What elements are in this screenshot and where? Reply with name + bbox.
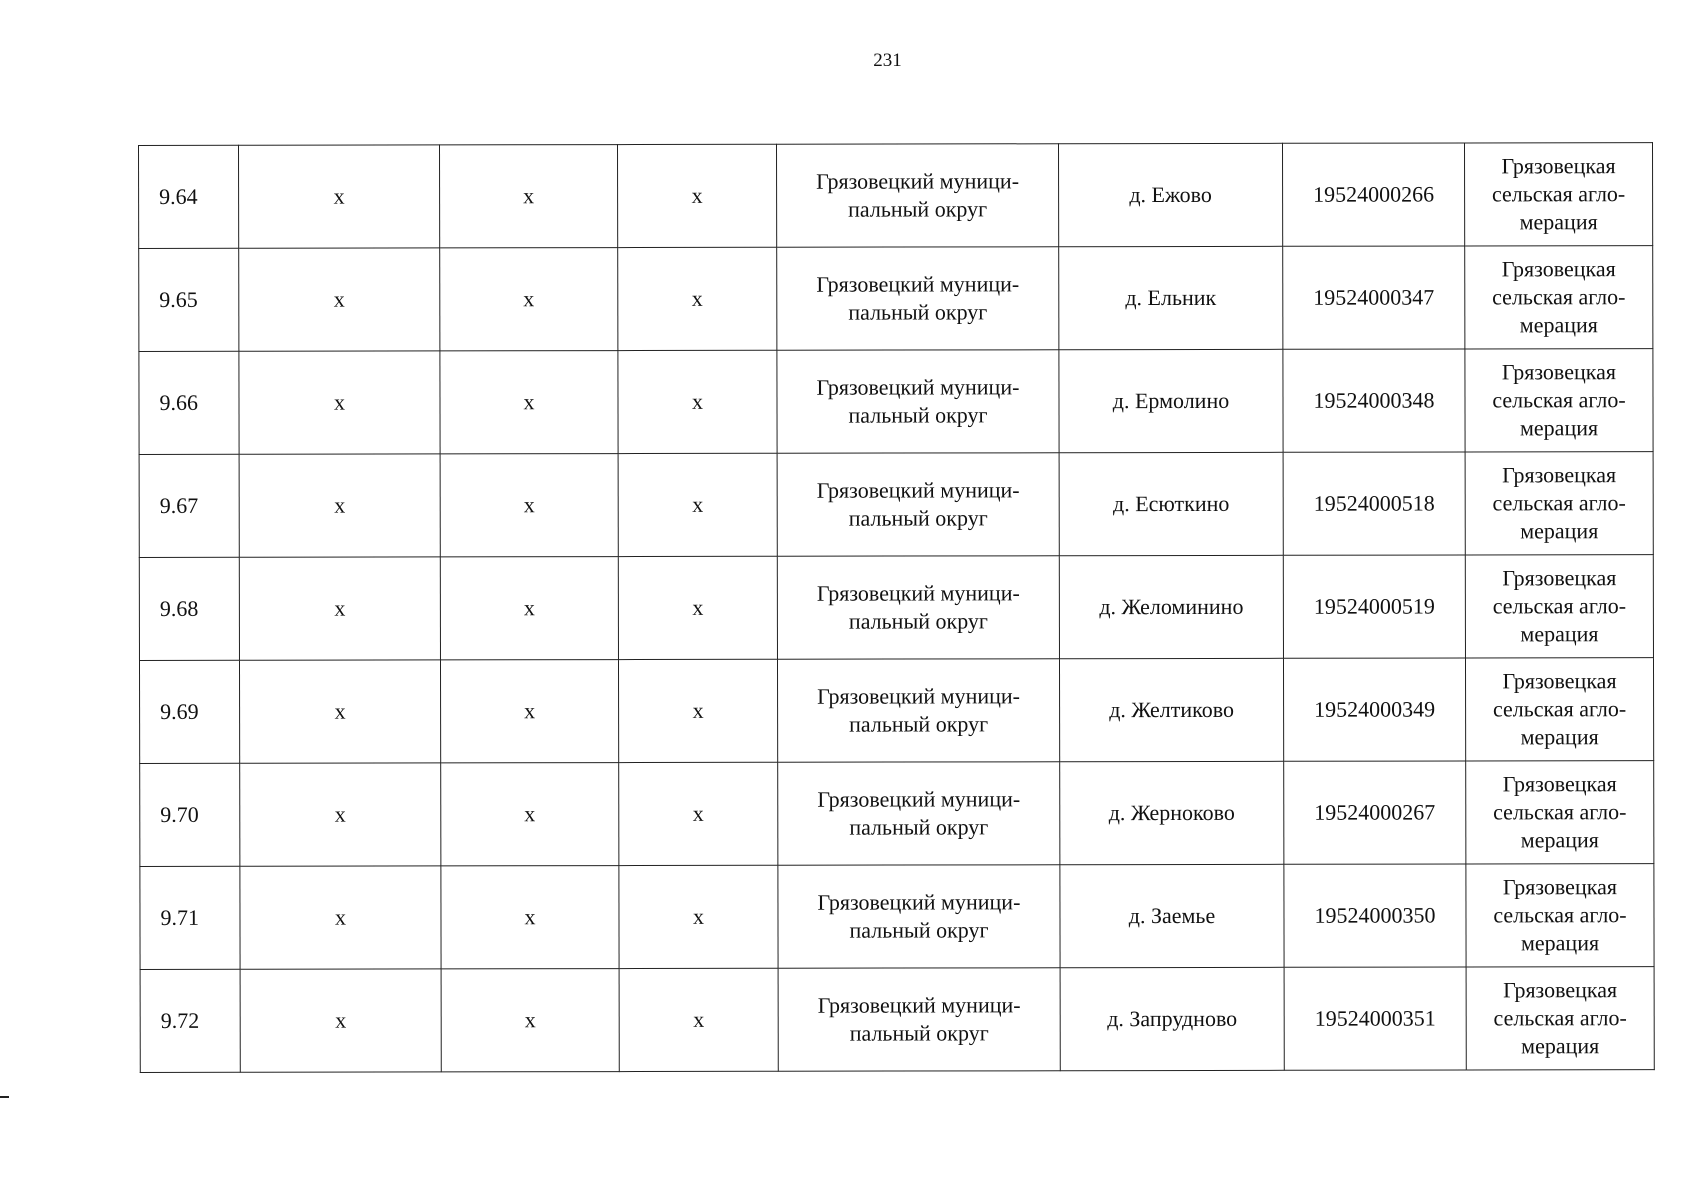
oktmo-code	[1283, 349, 1465, 452]
cell-x-text: x	[691, 182, 703, 208]
cell-x-text: x	[692, 903, 705, 929]
locality-name-text: д. Желтиково	[1109, 696, 1234, 723]
cell-x-text: x	[524, 801, 536, 827]
municipal-district-text: Грязовецкий муници-	[817, 992, 1021, 1018]
municipal-district-text: Грязовецкий муници-	[816, 271, 1020, 297]
table-row	[140, 864, 1654, 970]
locality-name	[1059, 246, 1283, 349]
municipal-district-text: Грязовецкий муници-	[816, 374, 1020, 400]
oktmo-code	[1284, 761, 1466, 864]
agglomeration	[1465, 452, 1653, 555]
cell-x	[619, 865, 778, 968]
municipal-district-text: пальный округ	[849, 917, 989, 943]
agglomeration	[1464, 143, 1652, 246]
row-number	[139, 351, 239, 454]
table-row	[140, 967, 1654, 1073]
agglomeration	[1466, 864, 1654, 967]
municipal-district-text: Грязовецкий муници-	[817, 786, 1021, 812]
municipal-district-text: Грязовецкий муници-	[816, 477, 1020, 503]
agglomeration-text: сельская агло-	[1492, 284, 1626, 310]
cell-x	[440, 660, 618, 763]
cell-x-text: x	[335, 1007, 347, 1033]
cell-x	[618, 144, 777, 247]
row-number-text: 9.67	[159, 492, 199, 518]
table-row	[139, 246, 1653, 352]
row-number	[140, 969, 240, 1072]
agglomeration-text: мерация	[1520, 827, 1599, 853]
table-row	[139, 349, 1653, 455]
locality-name-text: д. Ежово	[1129, 181, 1212, 208]
row-number-text: 9.64	[159, 183, 198, 209]
agglomeration-text: мерация	[1521, 1033, 1600, 1059]
agglomeration-text: Грязовецкая	[1501, 256, 1616, 282]
municipal-district-text: пальный округ	[849, 711, 989, 737]
cell-x	[240, 866, 441, 969]
page-number: 231	[873, 50, 902, 71]
cell-x	[618, 247, 777, 350]
cell-x	[441, 866, 619, 969]
cell-x	[440, 557, 618, 660]
cell-x-text: x	[692, 800, 704, 826]
oktmo-code-text: 19524000350	[1314, 902, 1436, 928]
cell-x	[440, 351, 618, 454]
row-number-text: 9.71	[160, 904, 200, 930]
locality-name	[1059, 555, 1283, 658]
agglomeration-text: мерация	[1520, 518, 1599, 544]
cell-x	[619, 762, 778, 865]
cell-x-text: x	[693, 1006, 705, 1032]
municipal-district	[777, 247, 1059, 351]
agglomeration-text: Грязовецкая	[1502, 565, 1617, 591]
cell-x-text: x	[692, 697, 704, 723]
table-row	[139, 555, 1653, 661]
oktmo-code	[1283, 246, 1465, 349]
municipal-district-text: пальный округ	[848, 299, 988, 325]
locality-name-text: д. Жерноково	[1108, 799, 1235, 826]
cell-x	[440, 248, 618, 351]
cell-x	[239, 145, 440, 248]
municipal-district-text: пальный округ	[848, 402, 988, 428]
row-number	[139, 454, 239, 557]
oktmo-code	[1282, 143, 1464, 246]
cell-x-text: x	[334, 904, 347, 930]
cell-x	[240, 763, 441, 866]
agglomeration-text: сельская агло-	[1492, 387, 1626, 413]
cell-x	[618, 350, 777, 453]
cell-x-text: x	[691, 388, 704, 414]
cell-x	[618, 659, 777, 762]
row-number-text: 9.70	[160, 801, 199, 827]
cell-x	[239, 248, 440, 351]
cell-x-text: x	[523, 286, 535, 312]
oktmo-code	[1283, 452, 1465, 555]
margin-mark	[0, 1096, 9, 1098]
municipal-district	[778, 968, 1060, 1072]
municipal-district-text: Грязовецкий муници-	[816, 580, 1020, 606]
agglomeration-text: сельская агло-	[1492, 490, 1626, 516]
locality-name	[1060, 761, 1284, 864]
cell-x-text: x	[333, 389, 346, 415]
municipal-district-text: пальный округ	[848, 505, 988, 531]
oktmo-code-text: 19524000267	[1314, 799, 1436, 825]
cell-x	[619, 968, 778, 1071]
cell-x-text: x	[691, 285, 703, 311]
row-number-text: 9.66	[159, 389, 199, 415]
locality-name-text: д. Ельник	[1125, 284, 1217, 311]
locality-name	[1059, 349, 1283, 452]
agglomeration-text: сельская агло-	[1493, 1005, 1627, 1031]
municipal-district-text: пальный округ	[849, 814, 989, 840]
oktmo-code	[1284, 967, 1466, 1070]
agglomeration	[1465, 349, 1653, 452]
municipal-district	[778, 762, 1060, 866]
cell-x	[441, 969, 619, 1072]
row-number-text: 9.69	[160, 698, 199, 724]
locality-name	[1058, 143, 1282, 246]
cell-x	[239, 454, 440, 557]
oktmo-code-text: 19524000347	[1313, 284, 1435, 310]
agglomeration-text: мерация	[1519, 312, 1598, 338]
agglomeration-text: Грязовецкая	[1502, 771, 1617, 797]
cell-x	[240, 969, 441, 1072]
oktmo-code-text: 19524000266	[1313, 181, 1435, 207]
cell-x	[618, 453, 777, 556]
table-row	[139, 452, 1653, 558]
cell-x	[618, 556, 777, 659]
row-number	[139, 557, 239, 660]
agglomeration-text: Грязовецкая	[1503, 977, 1618, 1003]
row-number	[139, 145, 239, 248]
cell-x-text: x	[523, 492, 535, 518]
cell-x-text: x	[692, 594, 704, 620]
oktmo-code	[1283, 555, 1465, 658]
locality-name-text: д. Заемье	[1128, 902, 1216, 929]
municipal-district	[776, 144, 1058, 248]
cell-x-text: x	[524, 904, 536, 930]
municipal-district-text: пальный округ	[849, 1020, 989, 1046]
row-number	[140, 763, 240, 866]
cell-x-text: x	[523, 183, 535, 209]
municipal-district	[777, 659, 1059, 763]
agglomeration	[1466, 967, 1654, 1070]
row-number-text: 9.68	[159, 595, 199, 621]
cell-x	[239, 660, 440, 763]
agglomeration-text: мерация	[1520, 724, 1599, 750]
agglomeration-text: сельская агло-	[1493, 902, 1627, 928]
oktmo-code	[1283, 658, 1465, 761]
agglomeration	[1465, 555, 1653, 658]
cell-x-text: x	[334, 698, 346, 724]
municipal-district-text: Грязовецкий муници-	[817, 683, 1021, 709]
row-number-text: 9.72	[160, 1007, 200, 1033]
municipal-district	[778, 865, 1060, 969]
row-number	[139, 248, 239, 351]
table-row	[140, 761, 1654, 867]
agglomeration-text: сельская агло-	[1492, 696, 1627, 722]
row-number	[140, 866, 240, 969]
cell-x-text: x	[334, 492, 346, 518]
cell-x	[239, 351, 440, 454]
locality-name	[1060, 864, 1284, 967]
locality-name-text: д. Запрудново	[1107, 1005, 1238, 1032]
agglomeration-text: Грязовецкая	[1501, 359, 1616, 385]
agglomeration-text: мерация	[1519, 209, 1598, 235]
oktmo-code-text: 19524000518	[1313, 490, 1435, 516]
cell-x	[440, 454, 618, 557]
oktmo-code-text: 19524000349	[1314, 696, 1436, 722]
locality-name	[1059, 658, 1283, 761]
agglomeration	[1465, 246, 1653, 349]
cell-x-text: x	[523, 389, 535, 415]
agglomeration-text: мерация	[1520, 621, 1599, 647]
cell-x-text: x	[333, 286, 345, 312]
municipal-district-text: Грязовецкий муници-	[816, 168, 1020, 194]
row-number	[139, 660, 239, 763]
cell-x	[441, 763, 619, 866]
locality-name-text: д. Есюткино	[1112, 490, 1230, 517]
municipal-district	[777, 556, 1059, 660]
cell-x-text: x	[334, 595, 346, 621]
cell-x-text: x	[692, 491, 704, 517]
agglomeration-text: Грязовецкая	[1501, 153, 1616, 179]
table-row	[139, 658, 1653, 764]
locality-name	[1060, 967, 1284, 1070]
oktmo-code	[1284, 864, 1466, 967]
oktmo-code-text: 19524000348	[1313, 387, 1435, 413]
registry-table	[138, 142, 1655, 1073]
cell-x-text: x	[523, 595, 535, 621]
agglomeration-text: сельская агло-	[1493, 799, 1627, 825]
locality-name-text: д. Ермолино	[1112, 387, 1230, 414]
municipal-district	[777, 453, 1059, 557]
agglomeration	[1466, 761, 1654, 864]
municipal-district-text: пальный округ	[848, 608, 988, 634]
oktmo-code-text: 19524000351	[1314, 1005, 1436, 1031]
cell-x	[239, 557, 440, 660]
table-row	[139, 143, 1653, 249]
agglomeration-text: Грязовецкая	[1502, 668, 1617, 694]
cell-x-text: x	[333, 183, 345, 209]
locality-name	[1059, 452, 1283, 555]
cell-x-text: x	[524, 1007, 536, 1033]
agglomeration-text: сельская агло-	[1491, 181, 1626, 207]
municipal-district-text: пальный округ	[848, 196, 988, 222]
agglomeration-text: сельская агло-	[1492, 593, 1627, 619]
agglomeration-text: Грязовецкая	[1502, 874, 1617, 900]
cell-x	[440, 145, 618, 248]
cell-x-text: x	[524, 698, 536, 724]
agglomeration-text: мерация	[1519, 415, 1599, 441]
agglomeration-text: мерация	[1520, 930, 1600, 956]
municipal-district-text: Грязовецкий муници-	[817, 889, 1021, 915]
row-number-text: 9.65	[159, 286, 198, 312]
municipal-district	[777, 350, 1059, 454]
agglomeration-text: Грязовецкая	[1502, 462, 1617, 488]
oktmo-code-text: 19524000519	[1313, 593, 1435, 619]
cell-x-text: x	[334, 801, 346, 827]
agglomeration	[1465, 658, 1653, 761]
locality-name-text: д. Желоминино	[1099, 593, 1244, 620]
